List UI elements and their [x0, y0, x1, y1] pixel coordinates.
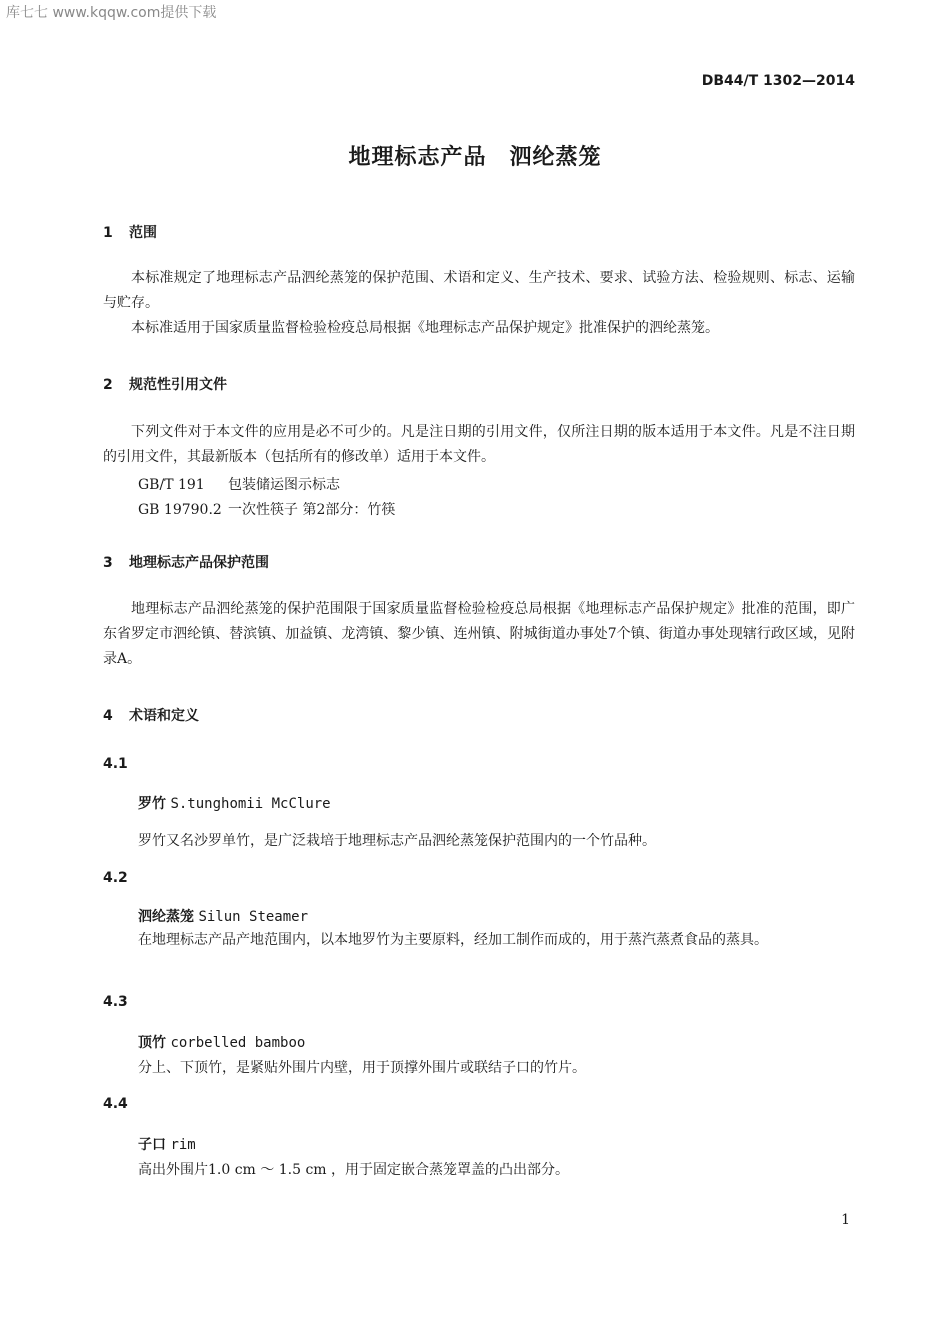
section-title: 范围 — [129, 225, 157, 241]
term-entry — [138, 1134, 196, 1154]
reference-code: GB/T 191 — [138, 477, 205, 493]
term-definition: 高出外围片1.0 cm ～ 1.5 cm ，用于固定嵌合蒸笼罩盖的凸出部分。 — [138, 1162, 570, 1178]
subsection-number: 4.1 — [103, 756, 128, 772]
section-2-paragraph-1: 下列文件对于本文件的应用是必不可少的。凡是注日期的引用文件，仅所注日期的版本适用于本文件。凡是不注日期的引用文件，其最新版本（包括所有的修改单）适用于本文件。 — [103, 424, 855, 465]
section-number: 3 — [103, 555, 113, 571]
term-chinese: 顶竹 — [138, 1035, 166, 1051]
section-title: 术语和定义 — [129, 708, 199, 724]
watermark-text: 库七七 www.kqqw.com提供下载 — [6, 5, 217, 21]
section-number: 1 — [103, 225, 113, 241]
term-definition: 在地理标志产品产地范围内，以本地罗竹为主要原料，经加工制作而成的，用于蒸汽蒸煮食品的蒸具。 — [138, 932, 768, 948]
section-1-paragraph-2: 本标准适用于国家质量监督检验检疫总局根据《地理标志产品保护规定》批准保护的泗纶蒸笼。 — [131, 320, 719, 336]
section-4-heading — [103, 705, 199, 725]
term-english: S.tunghomii McClure — [170, 796, 331, 812]
term-definition: 分上、下顶竹，是紧贴外围片内壁，用于顶撑外围片或联结子口的竹片。 — [138, 1060, 586, 1076]
section-1-heading — [103, 222, 157, 242]
term-english: Silun Steamer — [198, 909, 309, 925]
term-entry — [138, 906, 308, 926]
page-title: 地理标志产品 泗纶蒸笼 — [348, 145, 602, 170]
term-chinese: 子口 — [138, 1137, 166, 1153]
section-title: 地理标志产品保护范围 — [129, 555, 269, 571]
term-definition: 罗竹又名沙罗单竹，是广泛栽培于地理标志产品泗纶蒸笼保护范围内的一个竹品种。 — [138, 833, 656, 849]
section-title: 规范性引用文件 — [129, 377, 227, 393]
section-3-paragraph-1: 地理标志产品泗纶蒸笼的保护范围限于国家质量监督检验检疫总局根据《地理标志产品保护规定》批准的范围，即广东省罗定市泗纶镇、替滨镇、加益镇、龙湾镇、黎少镇、连州镇、附城街道办事处7个镇、街道办事处现辖行政区域，见附录A。 — [103, 601, 855, 667]
subsection-number: 4.2 — [103, 870, 128, 886]
section-1-paragraph-1: 本标准规定了地理标志产品泗纶蒸笼的保护范围、术语和定义、生产技术、要求、试验方法、检验规则、标志、运输与贮存。 — [103, 270, 855, 311]
page-number: 1 — [841, 1212, 850, 1228]
term-entry — [138, 793, 331, 813]
reference-item — [138, 499, 395, 519]
reference-code: GB 19790.2 — [138, 502, 222, 518]
term-english: rim — [170, 1137, 196, 1153]
term-chinese: 罗竹 — [138, 796, 166, 812]
reference-title: 包装储运图示标志 — [228, 477, 340, 493]
section-number: 4 — [103, 708, 113, 724]
standard-code: DB44/T 1302—2014 — [701, 73, 855, 89]
term-entry — [138, 1032, 305, 1052]
reference-item — [138, 474, 340, 494]
section-3-heading — [103, 552, 269, 572]
reference-title: 一次性筷子 第2部分：竹筷 — [228, 502, 396, 518]
subsection-number: 4.4 — [103, 1096, 128, 1112]
section-2-heading — [103, 374, 227, 394]
term-chinese: 泗纶蒸笼 — [138, 909, 194, 925]
term-english: corbelled bamboo — [170, 1035, 306, 1051]
section-number: 2 — [103, 377, 113, 393]
subsection-number: 4.3 — [103, 994, 128, 1010]
